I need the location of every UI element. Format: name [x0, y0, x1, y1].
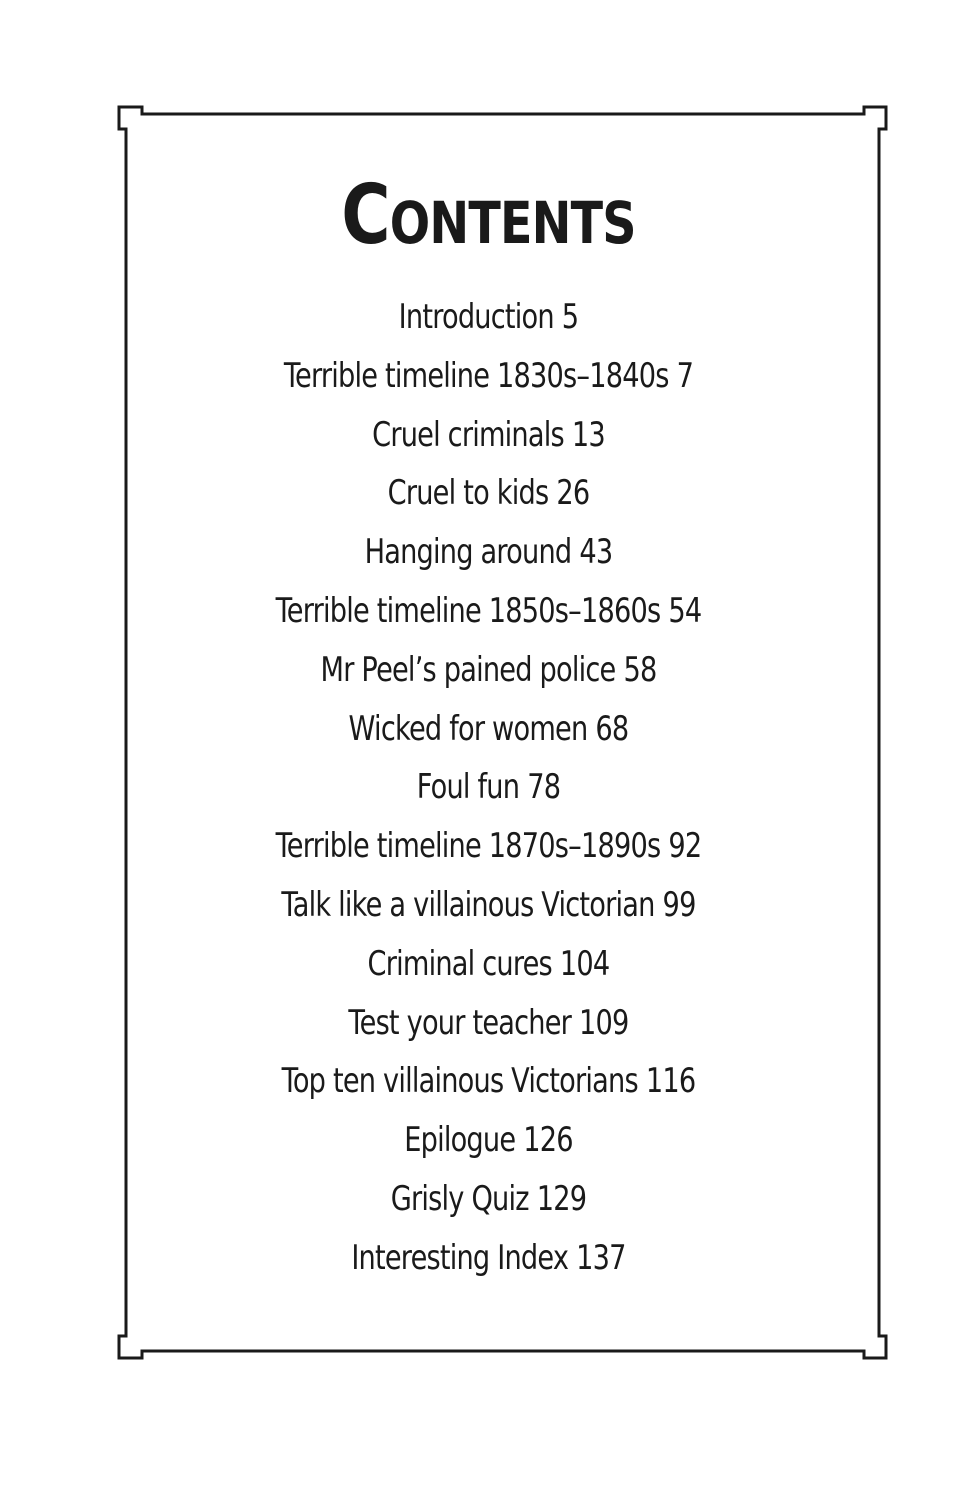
title-initial: C	[341, 168, 390, 263]
toc-entry[interactable]	[98, 700, 880, 759]
toc-entry-page: 26	[556, 473, 590, 514]
toc-entry-page: 92	[668, 826, 702, 867]
toc-entry-label: Hanging around	[364, 532, 572, 573]
toc-entry-page: 58	[623, 649, 657, 690]
toc-entry[interactable]	[98, 641, 880, 700]
toc-entry[interactable]	[98, 1170, 880, 1229]
toc-entry-label: Epilogue	[404, 1120, 516, 1161]
toc-entry-page: 116	[645, 1061, 696, 1102]
toc-entry-page: 137	[576, 1237, 626, 1278]
toc-entry-label: Mr Peel’s pained police	[320, 649, 616, 690]
toc-entry[interactable]	[98, 523, 880, 582]
toc-entry[interactable]	[98, 347, 880, 406]
toc-entry-label: Top ten villainous Victorians	[281, 1061, 638, 1102]
toc-entry-page: 109	[579, 1002, 629, 1043]
toc-entry-page: 78	[527, 767, 561, 808]
toc-entry-page: 43	[579, 532, 613, 573]
toc-entry-page: 99	[662, 884, 696, 925]
toc-entry[interactable]	[98, 464, 880, 523]
toc-entry[interactable]	[98, 1052, 880, 1111]
toc-entry-page: 126	[523, 1120, 573, 1161]
toc-entry-label: Terrible timeline 1830s–1840s	[283, 355, 669, 396]
toc-entry[interactable]	[98, 288, 880, 347]
toc-entry[interactable]	[98, 876, 880, 935]
toc-entry-label: Cruel to kids	[387, 473, 549, 514]
toc-entry-label: Test your teacher	[348, 1002, 572, 1043]
toc-entry-label: Terrible timeline 1870s–1890s	[275, 826, 661, 867]
toc-entry[interactable]	[98, 582, 880, 641]
toc-entry-page: 7	[676, 355, 694, 396]
toc-entry-label: Cruel criminals	[372, 414, 564, 455]
toc-entry-page: 54	[668, 590, 702, 631]
toc-entry[interactable]	[98, 1229, 880, 1288]
toc-entry-page: 13	[571, 414, 605, 455]
table-of-contents	[0, 288, 977, 1288]
toc-entry[interactable]	[98, 935, 880, 994]
toc-entry-label: Foul fun	[416, 767, 520, 808]
toc-entry[interactable]	[98, 758, 880, 817]
toc-entry-label: Introduction	[398, 297, 554, 337]
title-rest: ONTENTS	[389, 189, 636, 257]
toc-entry-page: 104	[559, 943, 610, 984]
toc-entry-label: Grisly Quiz	[390, 1178, 529, 1219]
toc-entry[interactable]	[98, 994, 880, 1053]
toc-entry-label: Terrible timeline 1850s–1860s	[275, 590, 661, 631]
toc-entry-label: Interesting Index	[351, 1237, 569, 1278]
toc-entry-page: 129	[536, 1178, 587, 1219]
page-title	[88, 168, 889, 263]
toc-entry[interactable]	[98, 817, 880, 876]
toc-entry[interactable]	[98, 1111, 880, 1170]
toc-entry[interactable]	[98, 406, 880, 465]
toc-entry-page: 68	[595, 708, 629, 749]
toc-entry-page: 5	[561, 297, 579, 337]
toc-entry-label: Talk like a villainous Victorian	[281, 884, 655, 925]
toc-entry-label: Wicked for women	[348, 708, 588, 749]
toc-entry-label: Criminal cures	[367, 943, 552, 984]
